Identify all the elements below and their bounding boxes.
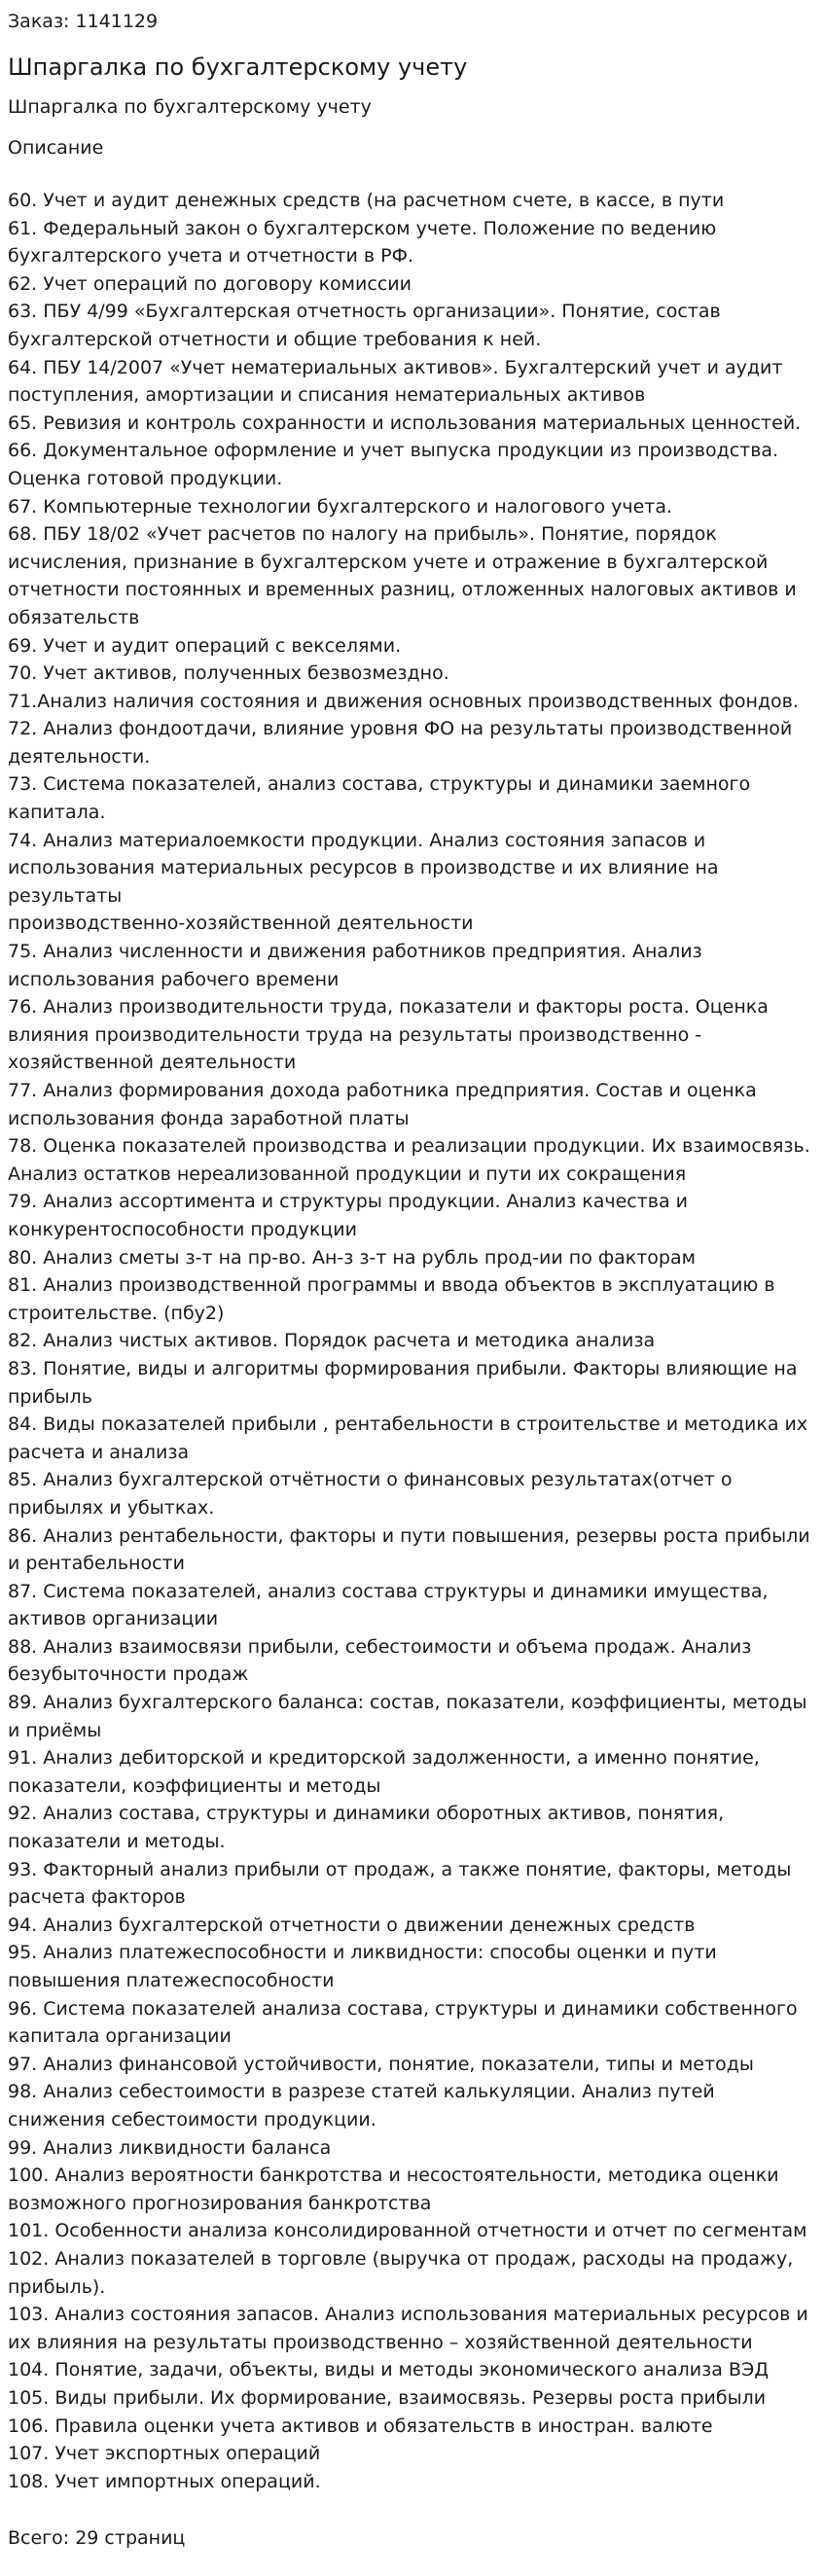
list-item: 84. Виды показателей прибыли , рентабельности в строительстве и методика их расчета и анализа bbox=[8, 1413, 808, 1463]
list-item: 75. Анализ численности и движения работников предприятия. Анализ использования рабочего времени bbox=[8, 941, 702, 990]
list-item: 99. Анализ ликвидности баланса bbox=[8, 2136, 332, 2159]
list-item: 89. Анализ бухгалтерского баланса: состав, показатели, коэффициенты, методы и приёмы bbox=[8, 1692, 807, 1741]
description-label: Описание bbox=[8, 137, 104, 159]
list-item: 80. Анализ сметы з-т на пр-во. Ан-з з-т на рубль прод-ии по факторам bbox=[8, 1246, 696, 1269]
list-item: 70. Учет активов, полученных безвозмездно. bbox=[8, 662, 449, 685]
list-item: 61. Федеральный закон о бухгалтерском учете. Положение по ведению бухгалтерского учета и отчетности в РФ. bbox=[8, 217, 717, 268]
list-item: 67. Компьютерные технологии бухгалтерского и налогового учета. bbox=[8, 495, 673, 518]
list-item: 88. Анализ взаимосвязи прибыли, себестоимости и объема продаж. Анализ безубыточности продаж bbox=[8, 1635, 752, 1686]
list-item: 102. Анализ показателей в торговле (выручка от продаж, расходы на продажу, прибыль). bbox=[8, 2247, 794, 2298]
list-item: 97. Анализ финансовой устойчивости, понятие, показатели, типы и методы bbox=[8, 2053, 754, 2075]
list-item: 101. Особенности анализа консолидированной отчетности и отчет по сегментам bbox=[8, 2220, 807, 2242]
order-number: Заказ: 1141129 bbox=[8, 11, 159, 32]
list-item: 76. Анализ производительности труда, показатели и факторы роста. Оценка влияния производительности труда на результаты производственно - хозяйственной деятельности bbox=[8, 996, 769, 1074]
list-item: 69. Учет и аудит операций с векселями. bbox=[8, 634, 402, 657]
topic-list bbox=[8, 187, 816, 2495]
page-count: Всего: 29 страниц bbox=[8, 2527, 186, 2550]
list-item: 86. Анализ рентабельности, факторы и пути повышения, резервы роста прибыли и рентабельности bbox=[8, 1524, 810, 1575]
page-title: Шпаргалка по бухгалтерскому учету bbox=[8, 54, 468, 81]
list-item: 105. Виды прибыли. Их формирование, взаимосвязь. Резервы роста прибыли bbox=[8, 2386, 767, 2409]
list-item: 107. Учет экспортных операций bbox=[8, 2443, 321, 2465]
list-item: 81. Анализ производственной программы и ввода объектов в эксплуатацию в строительстве. (пбу2) bbox=[8, 1274, 775, 1324]
list-item: 82. Анализ чистых активов. Порядок расчета и методика анализа bbox=[8, 1330, 656, 1352]
list-item: 73. Система показателей, анализ состава, структуры и динамики заемного капитала. bbox=[8, 773, 751, 824]
list-item: 72. Анализ фондоотдачи, влияние уровня ФО на результаты производственной деятельности. bbox=[8, 718, 793, 768]
list-item: 93. Факторный анализ прибыли от продаж, а также понятие, факторы, методы расчета факторов bbox=[8, 1858, 792, 1909]
list-item: 95. Анализ платежеспособности и ликвидности: способы оценки и пути повышения платежеспособности bbox=[8, 1942, 717, 1991]
list-item: 63. ПБУ 4/99 «Бухгалтерская отчетность организации». Понятие, состав бухгалтерской отчетности и общие требования к ней. bbox=[8, 301, 721, 350]
list-item: 96. Система показателей анализа состава, структуры и динамики собственного капитала организации bbox=[8, 1997, 798, 2048]
list-item: 68. ПБУ 18/02 «Учет расчетов по налогу на прибыль». Понятие, порядок исчисления, признание в бухгалтерском учете и отражение в бухгалтерской отчетности постоянных и временных разниц, отложенных налоговых активов и обязательств bbox=[8, 523, 797, 628]
list-item: 98. Анализ себестоимости в разрезе статей калькуляции. Анализ путей снижения себестоимости продукции. bbox=[8, 2081, 715, 2130]
list-item: 74. Анализ материалоемкости продукции. Анализ состояния запасов и использования материальных ресурсов в производстве и их влияние на результаты производственно-хозяйственной деятельности bbox=[8, 829, 719, 935]
list-item: 77. Анализ формирования дохода работника предприятия. Состав и оценка использования фонда заработной платы bbox=[8, 1080, 757, 1129]
list-item: 91. Анализ дебиторской и кредиторской задолженности, а именно понятие, показатели, коэффициенты и методы bbox=[8, 1747, 760, 1797]
list-item: 71.Анализ наличия состояния и движения основных производственных фондов. bbox=[8, 690, 799, 712]
list-item: 103. Анализ состояния запасов. Анализ использования материальных ресурсов и их влияния на результаты производственно – хозяйственной деятельности bbox=[8, 2304, 808, 2353]
list-item: 108. Учет импортных операций. bbox=[8, 2470, 321, 2492]
list-item: 87. Система показателей, анализ состава структуры и динамики имущества, активов организации bbox=[8, 1580, 769, 1630]
list-item: 104. Понятие, задачи, объекты, виды и методы экономического анализа ВЭД bbox=[8, 2359, 770, 2381]
list-item: 60. Учет и аудит денежных средств (на расчетном счете, в кассе, в пути bbox=[8, 190, 725, 211]
list-item: 94. Анализ бухгалтерской отчетности о движении денежных средств bbox=[8, 1914, 696, 1936]
list-item: 65. Ревизия и контроль сохранности и использования материальных ценностей. bbox=[8, 411, 802, 434]
page-subtitle: Шпаргалка по бухгалтерскому учету bbox=[8, 96, 372, 118]
list-item: 79. Анализ ассортимента и структуры продукции. Анализ качества и конкурентоспособности продукции bbox=[8, 1191, 689, 1240]
list-item: 92. Анализ состава, структуры и динамики оборотных активов, понятия, показатели и методы. bbox=[8, 1803, 725, 1853]
list-item: 85. Анализ бухгалтерской отчётности о финансовых результатах(отчет о прибылях и убытках. bbox=[8, 1469, 733, 1519]
list-item: 106. Правила оценки учета активов и обязательств в иностран. валюте bbox=[8, 2415, 713, 2437]
list-item: 66. Документальное оформление и учет выпуска продукции из производства. Оценка готовой продукции. bbox=[8, 440, 779, 489]
list-item: 78. Оценка показателей производства и реализации продукции. Их взаимосвязь. Анализ остатков нереализованной продукции и пути их сокращения bbox=[8, 1135, 810, 1185]
list-item: 83. Понятие, виды и алгоритмы формирования прибыли. Факторы влияющие на прибыль bbox=[8, 1357, 798, 1408]
list-item: 64. ПБУ 14/2007 «Учет нематериальных активов». Бухгалтерский учет и аудит поступления, амортизации и списания нематериальных активов bbox=[8, 356, 783, 407]
list-item: 100. Анализ вероятности банкротства и несостоятельности, методика оценки возможного прогнозирования банкротства bbox=[8, 2165, 779, 2214]
list-item: 62. Учет операций по договору комиссии bbox=[8, 272, 412, 295]
